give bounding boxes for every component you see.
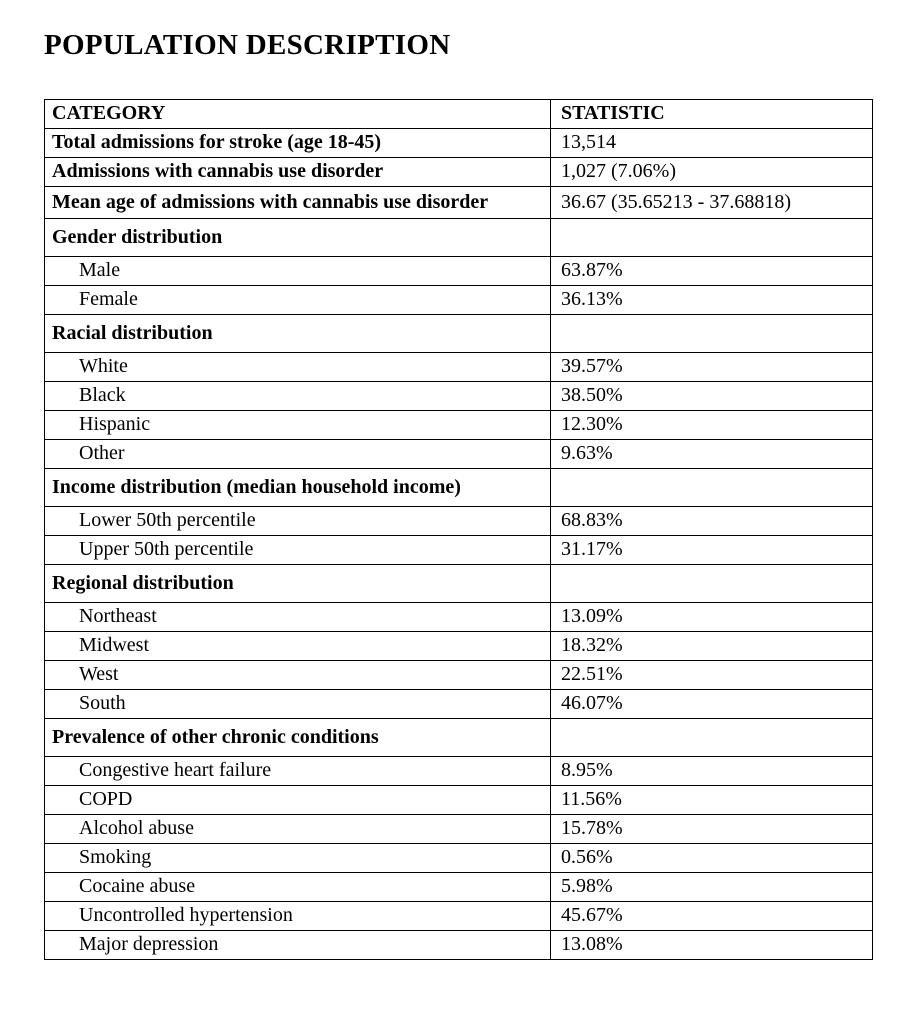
table-row <box>45 565 873 603</box>
category-cell: Major depression <box>45 931 551 960</box>
category-cell: White <box>45 353 551 382</box>
statistic-cell: 13,514 <box>551 129 873 158</box>
statistic-cell: 0.56% <box>551 844 873 873</box>
category-cell: COPD <box>45 786 551 815</box>
category-cell: Congestive heart failure <box>45 757 551 786</box>
category-cell: Mean age of admissions with cannabis use disorder <box>45 187 551 219</box>
statistic-cell: 36.13% <box>551 286 873 315</box>
category-cell: South <box>45 690 551 719</box>
table-row <box>45 129 873 158</box>
table-row <box>45 219 873 257</box>
statistic-cell <box>551 315 873 353</box>
table-row <box>45 902 873 931</box>
category-cell: West <box>45 661 551 690</box>
table-row <box>45 315 873 353</box>
statistic-cell <box>551 219 873 257</box>
category-cell: Smoking <box>45 844 551 873</box>
statistic-cell <box>551 565 873 603</box>
category-cell: Male <box>45 257 551 286</box>
table-row <box>45 286 873 315</box>
statistic-cell: 18.32% <box>551 632 873 661</box>
population-table <box>44 99 873 960</box>
statistic-cell <box>551 719 873 757</box>
category-cell: Female <box>45 286 551 315</box>
statistic-cell: 5.98% <box>551 873 873 902</box>
category-cell: Alcohol abuse <box>45 815 551 844</box>
table-row <box>45 815 873 844</box>
table-row <box>45 158 873 187</box>
category-cell: Northeast <box>45 603 551 632</box>
table-row <box>45 187 873 219</box>
category-cell: Prevalence of other chronic conditions <box>45 719 551 757</box>
category-cell: Racial distribution <box>45 315 551 353</box>
statistic-cell: 13.09% <box>551 603 873 632</box>
table-row <box>45 536 873 565</box>
statistic-cell: 45.67% <box>551 902 873 931</box>
category-cell: Cocaine abuse <box>45 873 551 902</box>
table-row <box>45 757 873 786</box>
table-row <box>45 257 873 286</box>
statistic-cell: 31.17% <box>551 536 873 565</box>
table-row <box>45 440 873 469</box>
table-row <box>45 411 873 440</box>
statistic-cell: 68.83% <box>551 507 873 536</box>
category-cell: Midwest <box>45 632 551 661</box>
category-cell: Uncontrolled hypertension <box>45 902 551 931</box>
table-row <box>45 469 873 507</box>
category-column-header: CATEGORY <box>45 100 551 129</box>
category-cell: Total admissions for stroke (age 18-45) <box>45 129 551 158</box>
statistic-column-header: STATISTIC <box>551 100 873 129</box>
statistic-cell: 36.67 (35.65213 - 37.68818) <box>551 187 873 219</box>
statistic-cell: 46.07% <box>551 690 873 719</box>
page-title: POPULATION DESCRIPTION <box>44 29 451 61</box>
table-header-row <box>45 100 873 129</box>
category-cell: Regional distribution <box>45 565 551 603</box>
statistic-cell: 1,027 (7.06%) <box>551 158 873 187</box>
category-cell: Lower 50th percentile <box>45 507 551 536</box>
table-row <box>45 661 873 690</box>
table-row <box>45 844 873 873</box>
table-row <box>45 873 873 902</box>
category-cell: Hispanic <box>45 411 551 440</box>
category-cell: Admissions with cannabis use disorder <box>45 158 551 187</box>
table-row <box>45 353 873 382</box>
statistic-cell: 63.87% <box>551 257 873 286</box>
statistic-cell: 8.95% <box>551 757 873 786</box>
statistic-cell <box>551 469 873 507</box>
table-row <box>45 382 873 411</box>
table-row <box>45 603 873 632</box>
table-row <box>45 507 873 536</box>
statistic-cell: 38.50% <box>551 382 873 411</box>
statistic-cell: 15.78% <box>551 815 873 844</box>
statistic-cell: 12.30% <box>551 411 873 440</box>
category-cell: Black <box>45 382 551 411</box>
category-cell: Gender distribution <box>45 219 551 257</box>
table-row <box>45 931 873 960</box>
table-row <box>45 690 873 719</box>
table-row <box>45 632 873 661</box>
table-row <box>45 786 873 815</box>
statistic-cell: 39.57% <box>551 353 873 382</box>
statistic-cell: 9.63% <box>551 440 873 469</box>
table-body <box>45 129 873 960</box>
statistic-cell: 13.08% <box>551 931 873 960</box>
category-cell: Other <box>45 440 551 469</box>
category-cell: Upper 50th percentile <box>45 536 551 565</box>
statistic-cell: 11.56% <box>551 786 873 815</box>
table-row <box>45 719 873 757</box>
statistic-cell: 22.51% <box>551 661 873 690</box>
category-cell: Income distribution (median household income) <box>45 469 551 507</box>
